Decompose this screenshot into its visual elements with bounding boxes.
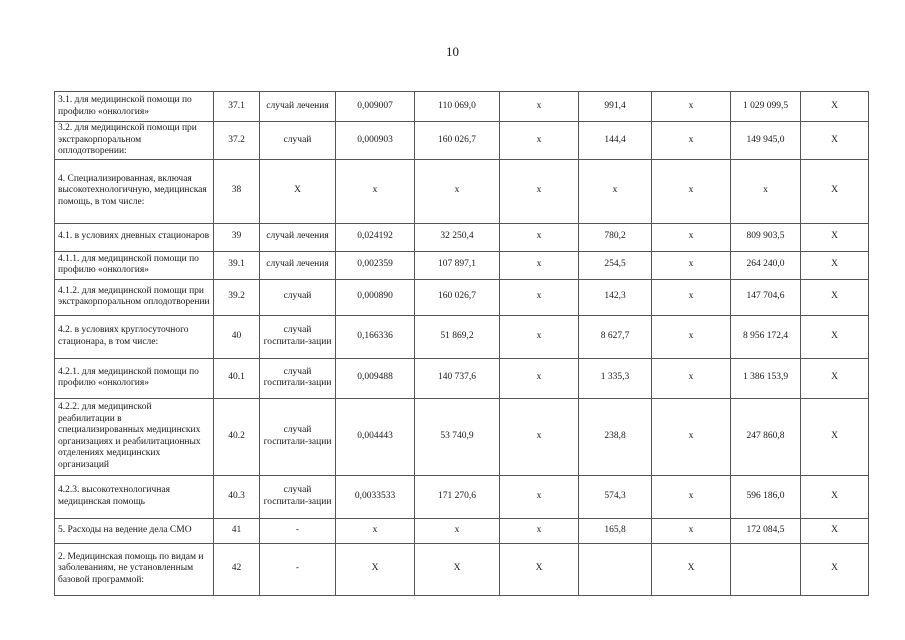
cell-unit: случай лечения — [260, 251, 336, 279]
table-row — [55, 398, 869, 475]
cell-per-capita-oms: 1 335,3 — [579, 358, 652, 398]
cell-cost-budget: х — [652, 122, 731, 160]
cell-standard-volume: 0,166336 — [336, 315, 415, 358]
cell-row-name: 4. Специализированная, включая высокотехнологичную, медицинская помощь, в том числе: — [55, 159, 214, 223]
cell-standard-cost: 32 250,4 — [415, 223, 500, 251]
cell-cost-oms: 172 084,5 — [731, 518, 801, 543]
cell-per-capita-oms: х — [579, 159, 652, 223]
cell-per-capita-oms: 238,8 — [579, 398, 652, 475]
cell-cost-budget: х — [652, 358, 731, 398]
cell-standard-cost: Х — [415, 543, 500, 595]
table-row — [55, 223, 869, 251]
table-row — [55, 518, 869, 543]
cell-per-capita-budget: х — [500, 122, 579, 160]
cell-standard-cost: 160 026,7 — [415, 122, 500, 160]
cell-row-number: 38 — [214, 159, 260, 223]
cell-row-number: 39.1 — [214, 251, 260, 279]
cell-standard-volume: 0,002359 — [336, 251, 415, 279]
cell-standard-volume: Х — [336, 543, 415, 595]
cell-per-capita-budget: х — [500, 223, 579, 251]
cell-unit: случай — [260, 122, 336, 160]
cell-percent: Х — [801, 251, 869, 279]
table-row — [55, 279, 869, 315]
cell-per-capita-oms: 780,2 — [579, 223, 652, 251]
cell-per-capita-budget: х — [500, 251, 579, 279]
table-row — [55, 251, 869, 279]
cell-standard-volume: 0,009488 — [336, 358, 415, 398]
cell-cost-budget: х — [652, 398, 731, 475]
cell-percent: Х — [801, 358, 869, 398]
cell-unit: случай госпитали-зации — [260, 315, 336, 358]
cell-unit: - — [260, 518, 336, 543]
cell-row-name: 4.1. в условиях дневных стационаров — [55, 223, 214, 251]
cell-per-capita-oms — [579, 543, 652, 595]
cell-row-name: 4.2. в условиях круглосуточного стационара, в том числе: — [55, 315, 214, 358]
cell-row-number: 40.2 — [214, 398, 260, 475]
cell-cost-budget: х — [652, 518, 731, 543]
cell-cost-oms: 596 186,0 — [731, 475, 801, 518]
cell-row-name: 4.1.1. для медицинской помощи по профилю «онкология» — [55, 251, 214, 279]
cell-percent: Х — [801, 518, 869, 543]
cell-standard-volume: 0,009007 — [336, 92, 415, 122]
cell-per-capita-budget: х — [500, 159, 579, 223]
cell-cost-oms: 264 240,0 — [731, 251, 801, 279]
cell-standard-volume: х — [336, 518, 415, 543]
cell-per-capita-oms: 8 627,7 — [579, 315, 652, 358]
cell-percent: Х — [801, 315, 869, 358]
cell-unit: случай госпитали-зации — [260, 358, 336, 398]
cell-percent: Х — [801, 122, 869, 160]
cell-standard-cost: 140 737,6 — [415, 358, 500, 398]
table-row — [55, 315, 869, 358]
cell-unit: случай госпитали-зации — [260, 475, 336, 518]
cell-percent: Х — [801, 543, 869, 595]
table-row — [55, 159, 869, 223]
cell-unit: случай лечения — [260, 92, 336, 122]
cell-row-name: 3.1. для медицинской помощи по профилю «онкология» — [55, 92, 214, 122]
cell-row-name: 4.2.1. для медицинской помощи по профилю «онкология» — [55, 358, 214, 398]
cell-row-number: 37.2 — [214, 122, 260, 160]
cell-standard-volume: 0,000903 — [336, 122, 415, 160]
cell-standard-cost: х — [415, 159, 500, 223]
cell-unit: Х — [260, 159, 336, 223]
cell-cost-oms: 809 903,5 — [731, 223, 801, 251]
data-table — [54, 91, 869, 596]
cell-row-number: 40 — [214, 315, 260, 358]
cell-cost-budget: Х — [652, 543, 731, 595]
cell-row-name: 4.2.2. для медицинской реабилитации в специализированных медицинских организациях и реабилитационных отделениях медицинских организаций — [55, 398, 214, 475]
cell-standard-cost: х — [415, 518, 500, 543]
cell-cost-oms: 8 956 172,4 — [731, 315, 801, 358]
cell-percent: Х — [801, 159, 869, 223]
cell-per-capita-budget: х — [500, 279, 579, 315]
cell-row-name: 2. Медицинская помощь по видам и заболеваниям, не установленным базовой программой: — [55, 543, 214, 595]
cell-row-number: 40.3 — [214, 475, 260, 518]
cell-row-name: 4.2.3. высокотехнологичная медицинская помощь — [55, 475, 214, 518]
cell-row-number: 42 — [214, 543, 260, 595]
cell-row-number: 39 — [214, 223, 260, 251]
cell-per-capita-oms: 142,3 — [579, 279, 652, 315]
cell-row-name: 3.2. для медицинской помощи при экстракорпоральном оплодотворении: — [55, 122, 214, 160]
cell-standard-cost: 107 897,1 — [415, 251, 500, 279]
cell-standard-volume: 0,024192 — [336, 223, 415, 251]
page-number: 10 — [446, 44, 459, 59]
cell-row-name: 5. Расходы на ведение дела СМО — [55, 518, 214, 543]
cell-cost-oms: 147 704,6 — [731, 279, 801, 315]
cell-unit: случай лечения — [260, 223, 336, 251]
cell-standard-volume: х — [336, 159, 415, 223]
cell-unit: случай — [260, 279, 336, 315]
cell-per-capita-oms: 254,5 — [579, 251, 652, 279]
cell-row-number: 41 — [214, 518, 260, 543]
cell-percent: Х — [801, 223, 869, 251]
cell-per-capita-oms: 574,3 — [579, 475, 652, 518]
cell-cost-budget: х — [652, 251, 731, 279]
cell-standard-cost: 171 270,6 — [415, 475, 500, 518]
cell-cost-oms: 247 860,8 — [731, 398, 801, 475]
cell-per-capita-budget: х — [500, 315, 579, 358]
cell-per-capita-oms: 144,4 — [579, 122, 652, 160]
cell-standard-volume: 0,000890 — [336, 279, 415, 315]
cell-per-capita-budget: Х — [500, 543, 579, 595]
cell-cost-oms: 1 029 099,5 — [731, 92, 801, 122]
cell-cost-budget: х — [652, 279, 731, 315]
cell-cost-oms — [731, 543, 801, 595]
cell-cost-budget: х — [652, 315, 731, 358]
cell-row-name: 4.1.2. для медицинской помощи при экстракорпоральном оплодотворении — [55, 279, 214, 315]
cell-percent: Х — [801, 92, 869, 122]
cell-cost-oms: 1 386 153,9 — [731, 358, 801, 398]
cell-per-capita-budget: х — [500, 475, 579, 518]
cell-unit: - — [260, 543, 336, 595]
cell-cost-budget: х — [652, 223, 731, 251]
table-row — [55, 475, 869, 518]
cell-cost-budget: х — [652, 92, 731, 122]
cell-per-capita-budget: х — [500, 92, 579, 122]
table-row — [55, 358, 869, 398]
cell-per-capita-budget: х — [500, 358, 579, 398]
cell-per-capita-budget: х — [500, 398, 579, 475]
cell-row-number: 40.1 — [214, 358, 260, 398]
cell-per-capita-oms: 165,8 — [579, 518, 652, 543]
cell-row-number: 39.2 — [214, 279, 260, 315]
cell-standard-volume: 0,004443 — [336, 398, 415, 475]
cell-cost-budget: х — [652, 475, 731, 518]
cell-standard-cost: 160 026,7 — [415, 279, 500, 315]
cell-percent: Х — [801, 279, 869, 315]
cell-cost-budget: х — [652, 159, 731, 223]
cell-unit: случай госпитали-зации — [260, 398, 336, 475]
cell-percent: Х — [801, 398, 869, 475]
table-row — [55, 543, 869, 595]
cell-standard-cost: 51 869,2 — [415, 315, 500, 358]
cell-per-capita-oms: 991,4 — [579, 92, 652, 122]
cell-standard-volume: 0,0033533 — [336, 475, 415, 518]
cell-standard-cost: 110 069,0 — [415, 92, 500, 122]
cell-per-capita-budget: х — [500, 518, 579, 543]
cell-row-number: 37.1 — [214, 92, 260, 122]
cell-standard-cost: 53 740,9 — [415, 398, 500, 475]
cell-cost-oms: х — [731, 159, 801, 223]
cell-percent: Х — [801, 475, 869, 518]
table-row — [55, 92, 869, 122]
cell-cost-oms: 149 945,0 — [731, 122, 801, 160]
table-row — [55, 122, 869, 160]
